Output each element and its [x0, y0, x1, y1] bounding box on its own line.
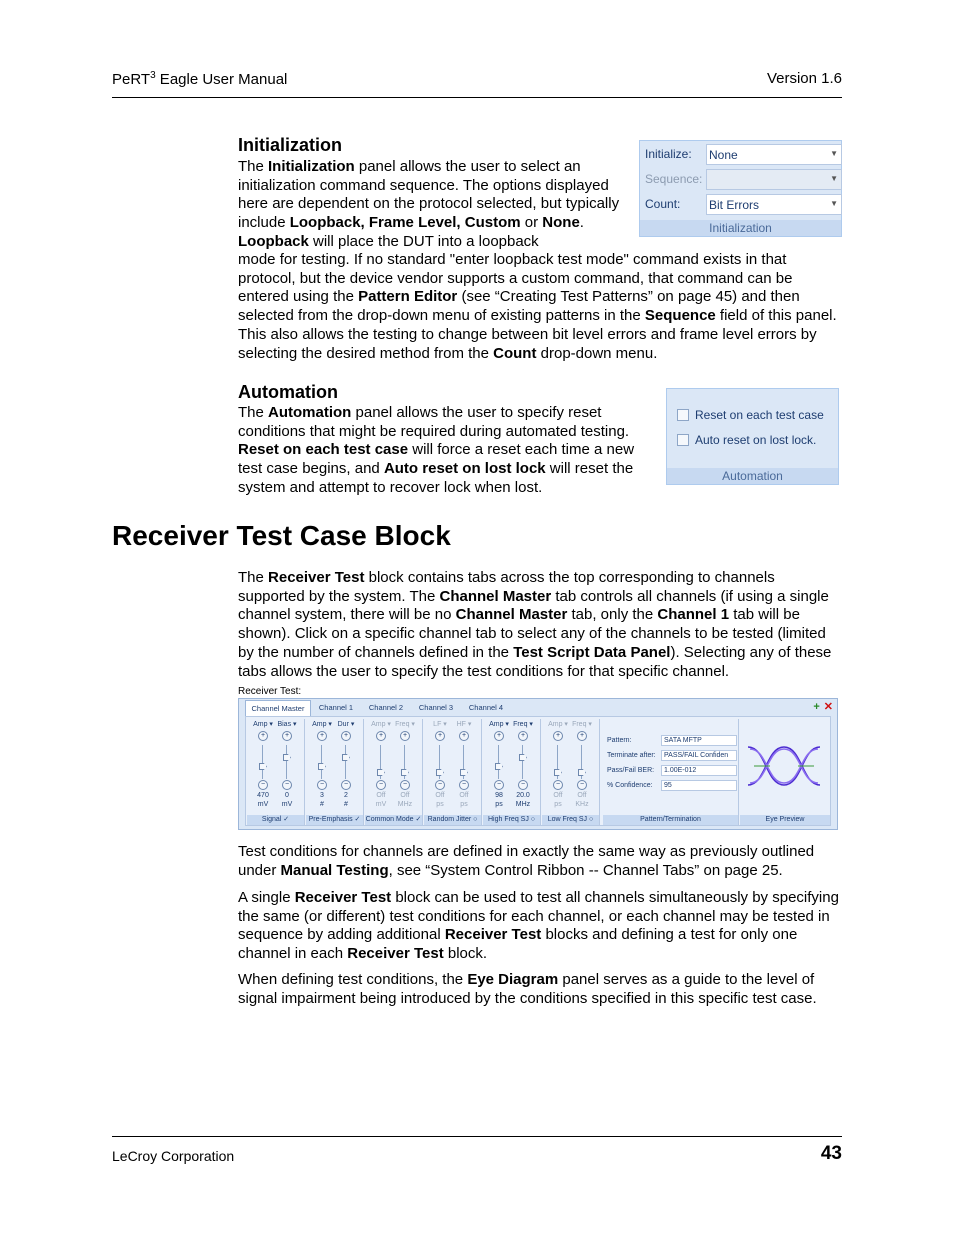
- text-run: or: [520, 214, 543, 232]
- reset-each-test-case-option[interactable]: Reset on each test case: [677, 408, 824, 422]
- automation-paragraph: [238, 404, 653, 498]
- slider-control: [275, 719, 299, 815]
- slider-thumb[interactable]: [259, 763, 267, 770]
- init-row-initialize: [640, 143, 843, 165]
- slider-control: [452, 719, 476, 815]
- slider-thumb[interactable]: [318, 763, 326, 770]
- slider-track[interactable]: [522, 745, 523, 779]
- pattern-row-label: Terminate after:: [607, 752, 656, 759]
- control-group: [247, 719, 305, 825]
- initialization-heading: Initialization: [238, 135, 343, 155]
- slider-value: 3: [320, 792, 324, 799]
- init-row-count: [640, 193, 843, 215]
- decrease-button[interactable]: −: [553, 780, 563, 790]
- slider-header-dropdown[interactable]: Amp ▾: [253, 721, 273, 728]
- slider-value: 0: [285, 792, 289, 799]
- text-run: blocks and defining a test for only one channel in each: [238, 926, 798, 963]
- auto-reset-lost-lock-option[interactable]: Auto reset on lost lock.: [677, 433, 816, 447]
- slider-unit: MHz: [515, 801, 531, 808]
- slider-control: [334, 719, 358, 815]
- receiver-test-body: [245, 716, 831, 826]
- page-header-title: PeRT$^3$ Eagle User Manual: [112, 70, 288, 88]
- receiver-test-title: Receiver Test:: [238, 686, 302, 697]
- eye-preview-diagram: [740, 719, 830, 813]
- text-run: will place the DUT into a loopback: [308, 232, 539, 250]
- pattern-row-label: Pass/Fail BER:: [607, 767, 655, 774]
- slider-thumb[interactable]: [377, 769, 385, 776]
- bold-term: Channel Master: [455, 606, 568, 624]
- slider-header-dropdown[interactable]: Dur ▾: [337, 721, 355, 728]
- slider-thumb[interactable]: [519, 754, 527, 761]
- text-run: block contains tabs across the top corresponding to channels supported by the system. The: [238, 569, 775, 605]
- add-channel-icon[interactable]: +: [813, 701, 820, 713]
- bold-term: Initialization: [268, 158, 355, 175]
- text-run: A single: [238, 889, 295, 906]
- text-run: field of this panel. This also allows the testing to change between bit level errors and frame level errors by selecting the desired method from the: [238, 307, 837, 362]
- slider-unit: mV: [375, 801, 387, 808]
- tab-channel-3[interactable]: Channel 3: [418, 703, 454, 712]
- bold-term: None: [542, 214, 580, 232]
- control-group: [542, 719, 600, 825]
- bold-term: Receiver Test: [268, 569, 365, 586]
- slider-thumb[interactable]: [578, 769, 586, 776]
- slider-thumb[interactable]: [342, 754, 350, 761]
- increase-button[interactable]: +: [317, 731, 327, 741]
- close-icon[interactable]: ✕: [823, 701, 833, 713]
- decrease-button[interactable]: −: [258, 780, 268, 790]
- control-group-footer[interactable]: High Freq SJ ○: [483, 815, 540, 825]
- bold-term: Receiver Test: [294, 889, 392, 906]
- slider-unit: ps: [495, 801, 503, 808]
- receiver-paragraph-3: [238, 889, 840, 964]
- control-group-footer[interactable]: Signal ✓: [247, 815, 304, 825]
- decrease-button[interactable]: −: [459, 780, 469, 790]
- pattern-row-label: % Confidence:: [607, 782, 653, 789]
- text-run: ). Selecting any of these tabs allows the user to specify the test conditions for that specific channel.: [238, 643, 832, 680]
- text-run: panel allows the user to specify reset conditions that might be required during automated testing.: [238, 404, 630, 440]
- reset-each-test-case-checkbox[interactable]: [677, 409, 689, 421]
- text-run: .: [579, 214, 584, 232]
- receiver-section-heading: Receiver Test Case Block: [112, 520, 451, 551]
- pattern-termination-group: [603, 719, 739, 825]
- slider-value: Off: [577, 792, 587, 799]
- init-row-label: Initialize:: [645, 147, 692, 161]
- slider-header-dropdown[interactable]: Freq ▾: [513, 721, 533, 728]
- bold-term: Reset on each test case: [238, 441, 409, 459]
- slider-thumb[interactable]: [283, 754, 291, 761]
- slider-value: 98: [495, 792, 503, 799]
- decrease-button[interactable]: −: [282, 780, 292, 790]
- pattern-termination-footer: Pattern/Termination: [603, 815, 738, 825]
- increase-button[interactable]: +: [341, 731, 351, 741]
- slider-track[interactable]: [286, 745, 287, 779]
- slider-thumb[interactable]: [495, 763, 503, 770]
- receiver-test-block: [238, 698, 838, 830]
- text-run: block.: [443, 945, 488, 963]
- text-run: The: [238, 569, 269, 586]
- slider-control: [570, 719, 594, 815]
- text-run: mode for testing. If no standard "enter loopback test mode" command exists in that protocol, but the device vendor supports a custom command, that command can be entered using the: [238, 251, 793, 306]
- control-group: [424, 719, 482, 825]
- increase-button[interactable]: +: [459, 731, 469, 741]
- footer-company: LeCroy Corporation: [112, 1148, 235, 1164]
- slider-thumb[interactable]: [436, 769, 444, 776]
- slider-value: 470: [257, 792, 269, 799]
- receiver-paragraph-2: [238, 843, 840, 880]
- bold-term: Receiver Test: [444, 926, 542, 944]
- slider-unit: ps: [554, 801, 562, 808]
- automation-heading: Automation: [238, 382, 338, 402]
- slider-control: [487, 719, 511, 815]
- bold-term: Channel Master: [439, 587, 552, 605]
- slider-header-dropdown[interactable]: Amp ▾: [371, 721, 391, 728]
- receiver-paragraph-4: [238, 971, 840, 1008]
- slider-header-dropdown[interactable]: HF ▾: [456, 721, 472, 728]
- page-header-version: Version 1.6: [766, 70, 842, 87]
- text-run: The: [238, 404, 269, 421]
- text-run: tab controls all channels (if using a single channel system, there will be no: [238, 587, 829, 624]
- pattern-row-field[interactable]: SATA MFTP: [661, 735, 737, 746]
- control-group: [483, 719, 541, 825]
- text-run: panel serves as a guide to the level of signal impairment being introduced by the conditions specified in this specific test case.: [238, 971, 817, 1007]
- slider-header-dropdown[interactable]: Freq ▾: [395, 721, 415, 728]
- slider-header-dropdown[interactable]: Amp ▾: [489, 721, 509, 728]
- pattern-row-field[interactable]: 95: [661, 780, 737, 791]
- bold-term: Manual Testing: [280, 861, 389, 879]
- text-run: block can be used to test all channels simultaneously by specifying the same (or different) test conditions for each channel, or each channel may be tested in sequence by adding additional: [238, 889, 839, 944]
- bold-term: Automation: [268, 404, 352, 421]
- bold-term: Pattern Editor: [358, 288, 458, 306]
- slider-value: Off: [376, 792, 386, 799]
- slider-unit: #: [344, 801, 348, 808]
- control-group-footer[interactable]: Low Freq SJ ○: [542, 815, 599, 825]
- slider-header-dropdown[interactable]: LF ▾: [433, 721, 447, 728]
- initialization-paragraph-2: [238, 251, 838, 363]
- automation-panel: [666, 388, 839, 485]
- bold-term: Auto reset on lost lock: [383, 460, 546, 478]
- slider-thumb[interactable]: [554, 769, 562, 776]
- text-run: tab, only the: [567, 606, 658, 624]
- slider-header-dropdown[interactable]: Freq ▾: [572, 721, 592, 728]
- init-dropdown: [706, 169, 842, 190]
- init-dropdown[interactable]: [706, 144, 842, 165]
- slider-control: [393, 719, 417, 815]
- increase-button[interactable]: +: [258, 731, 268, 741]
- decrease-button[interactable]: −: [341, 780, 351, 790]
- slider-unit: ps: [460, 801, 468, 808]
- slider-thumb[interactable]: [401, 769, 409, 776]
- decrease-button[interactable]: −: [518, 780, 528, 790]
- slider-header-dropdown[interactable]: Amp ▾: [312, 721, 332, 728]
- bold-term: Count: [493, 344, 537, 362]
- decrease-button[interactable]: −: [400, 780, 410, 790]
- increase-button[interactable]: +: [435, 731, 445, 741]
- increase-button[interactable]: +: [494, 731, 504, 741]
- control-group-footer[interactable]: Random Jitter ○: [424, 815, 481, 825]
- bold-term: Eye Diagram: [467, 971, 559, 988]
- increase-button[interactable]: +: [553, 731, 563, 741]
- bold-term: Loopback: [238, 232, 309, 250]
- bold-term: Channel 1: [657, 606, 730, 624]
- init-row-label: Sequence:: [645, 172, 703, 186]
- initialization-panel-footer: Initialization: [640, 220, 841, 236]
- control-group: [365, 719, 423, 825]
- slider-control: [546, 719, 570, 815]
- eye-preview-footer: Eye Preview: [740, 815, 830, 825]
- slider-control: [310, 719, 334, 815]
- slider-track[interactable]: [345, 745, 346, 779]
- tab-channel-master[interactable]: Channel Master: [245, 700, 311, 716]
- eye-preview-group: [740, 719, 830, 825]
- increase-button[interactable]: +: [518, 731, 528, 741]
- initialization-panel: [639, 140, 842, 237]
- slider-control: [251, 719, 275, 815]
- slider-value: Off: [459, 792, 469, 799]
- slider-control: [511, 719, 535, 815]
- text-run: panel allows the user to select an initialization command sequence. The options displayed here are dependent on the protocol selected, but typically include: [238, 158, 620, 232]
- init-dropdown[interactable]: [706, 194, 842, 215]
- text-run: tab will be shown). Click on a specific channel tab to select any of the channels to be tested (limited by the number of channels defined in the: [238, 606, 826, 661]
- slider-unit: #: [320, 801, 324, 808]
- slider-thumb[interactable]: [460, 769, 468, 776]
- decrease-button[interactable]: −: [577, 780, 587, 790]
- decrease-button[interactable]: −: [494, 780, 504, 790]
- slider-header-dropdown[interactable]: Bias ▾: [277, 721, 297, 728]
- receiver-paragraph-1: [238, 569, 840, 681]
- chevron-down-icon: ▼: [830, 199, 838, 208]
- pattern-row-field[interactable]: PASS/FAIL Confiden: [661, 750, 737, 761]
- increase-button[interactable]: +: [376, 731, 386, 741]
- slider-value: 2: [344, 792, 348, 799]
- control-group-footer[interactable]: Pre-Emphasis ✓: [306, 815, 363, 825]
- pattern-row-field[interactable]: 1.00E-012: [661, 765, 737, 776]
- increase-button[interactable]: +: [577, 731, 587, 741]
- slider-value: 20.0: [516, 792, 530, 799]
- auto-reset-lost-lock-checkbox[interactable]: [677, 434, 689, 446]
- slider-control: [428, 719, 452, 815]
- slider-unit: ps: [436, 801, 444, 808]
- text-run: will reset the system and attempt to recover lock when lost.: [238, 460, 634, 496]
- receiver-toolbar: [813, 700, 833, 713]
- decrease-button[interactable]: −: [317, 780, 327, 790]
- increase-button[interactable]: +: [400, 731, 410, 741]
- init-dropdown-value: None: [709, 148, 738, 162]
- control-group-footer[interactable]: Common Mode ✓: [365, 816, 422, 823]
- slider-track[interactable]: [262, 745, 263, 779]
- slider-unit: KHz: [575, 801, 589, 808]
- tab-channel-2[interactable]: Channel 2: [368, 703, 404, 712]
- decrease-button[interactable]: −: [376, 780, 386, 790]
- increase-button[interactable]: +: [282, 731, 292, 741]
- slider-unit: MHz: [397, 801, 413, 808]
- text-run: When defining test conditions, the: [238, 971, 468, 988]
- bold-term: Receiver Test: [347, 945, 444, 963]
- slider-value: Off: [435, 792, 445, 799]
- text-run: will force a reset each time a new test case begins, and: [238, 441, 635, 478]
- header-rule: [112, 97, 842, 98]
- text-run: The: [238, 158, 269, 175]
- page-number: 43: [820, 1143, 842, 1164]
- tab-channel-1[interactable]: Channel 1: [318, 703, 354, 712]
- bold-term: Test Script Data Panel: [513, 643, 671, 661]
- initialization-paragraph-1: [238, 158, 623, 252]
- bold-term: Loopback, Frame Level, Custom: [289, 214, 521, 232]
- slider-header-dropdown[interactable]: Amp ▾: [548, 721, 568, 728]
- pattern-row-label: Pattern:: [607, 737, 632, 744]
- decrease-button[interactable]: −: [435, 780, 445, 790]
- init-row-label: Count:: [645, 197, 681, 211]
- slider-control: [369, 719, 393, 815]
- slider-track[interactable]: [321, 745, 322, 779]
- init-dropdown-value: Bit Errors: [709, 198, 760, 212]
- control-group: [306, 719, 364, 825]
- slider-unit: mV: [257, 801, 269, 808]
- chevron-down-icon: ▼: [830, 149, 838, 158]
- tab-channel-4[interactable]: Channel 4: [468, 703, 504, 712]
- automation-panel-footer: Automation: [667, 468, 838, 484]
- chevron-down-icon: ▼: [830, 174, 838, 183]
- slider-value: Off: [400, 792, 410, 799]
- footer-rule: [112, 1136, 842, 1137]
- text-run: drop-down menu.: [536, 344, 658, 362]
- slider-unit: mV: [281, 801, 293, 808]
- slider-value: Off: [553, 792, 563, 799]
- text-run: (see “Creating Test Patterns” on page 45) and then selected from the drop-down menu of existing patterns in the: [238, 288, 800, 325]
- slider-track[interactable]: [498, 745, 499, 779]
- init-row-sequence: [640, 168, 843, 190]
- text-run: , see “System Control Ribbon -- Channel Tabs” on page 25.: [388, 861, 783, 879]
- text-run: Test conditions for channels are defined in exactly the same way as previously outlined under: [238, 843, 815, 879]
- bold-term: Sequence: [644, 307, 716, 325]
